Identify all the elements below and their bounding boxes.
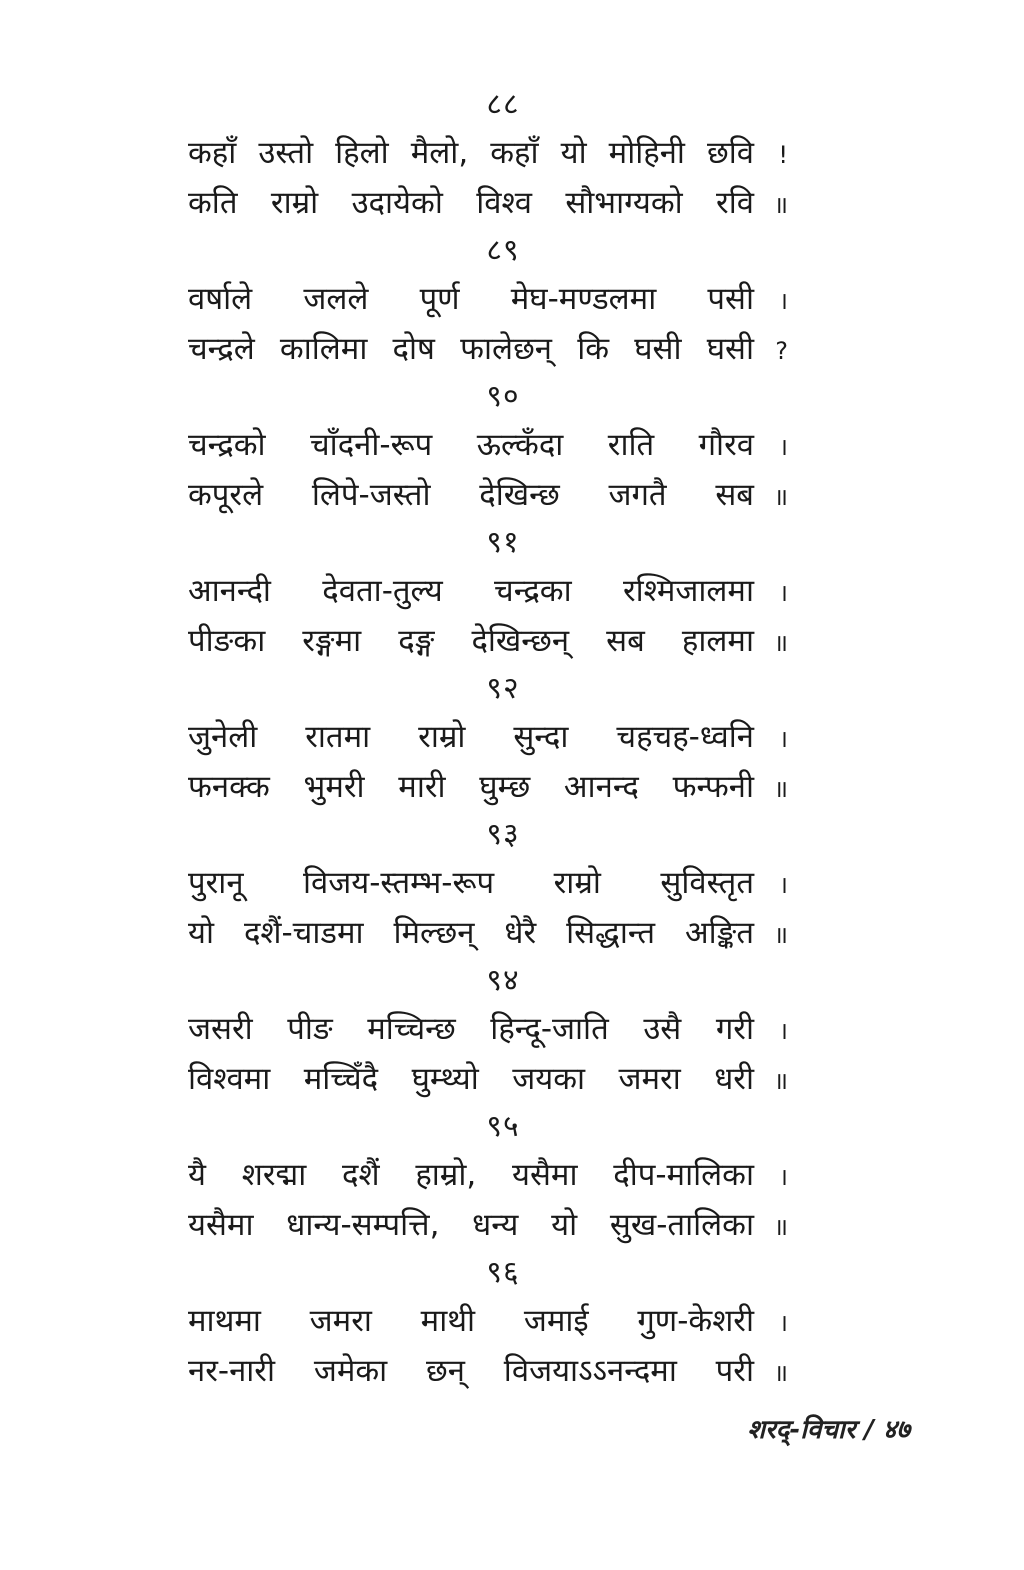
verse-line [188,566,788,616]
verse-line-text: चन्द्रले कालिमा दोष फालेछन् कि घसी घसी [188,331,754,367]
verse-number: ९४ [486,963,520,998]
page-footer [640,1410,910,1446]
verse-line-end-mark: । [778,433,788,461]
verse-line-end-mark: ॥ [773,775,788,803]
verse-line [188,616,788,666]
verse-line-end-mark: । [778,1309,788,1337]
verse-number: ८८ [486,87,520,122]
page-number: ४७ [882,1415,910,1445]
verse-line-text: आनन्दी देवता-तुल्य चन्द्रका रश्मिजालमा [188,573,754,609]
verse-line-end-mark: । [778,579,788,607]
verse [188,228,788,374]
verse-line-text: फनक्क भुमरी मारी घुम्छ आनन्द फन्फनी [188,769,754,805]
verse-number: ९५ [486,1109,520,1144]
verse [188,82,788,228]
verse-line [188,1054,788,1104]
verse-list [188,82,788,1396]
verse-line [188,858,788,908]
verse-line [188,908,788,958]
verse-line-text: जुनेली रातमा राम्रो सुन्दा चहचह-ध्वनि [188,719,754,755]
verse-line [188,1346,788,1396]
verse-line-end-mark: ! [778,141,788,169]
verse [188,1104,788,1250]
verse-line-end-mark: ॥ [773,629,788,657]
verse-line [188,274,788,324]
verse-line-text: पीङका रङ्गमा दङ्ग देखिन्छन् सब हालमा [188,623,754,659]
verse-number: ९३ [486,817,520,852]
verse-number: ९२ [486,671,520,706]
verse [188,520,788,666]
verse-line-text: वर्षाले जलले पूर्ण मेघ-मण्डलमा पसी [188,281,754,317]
verse [188,374,788,520]
verse [188,812,788,958]
footer-separator: / [864,1415,874,1445]
verse-line [188,1296,788,1346]
verse-line [188,420,788,470]
verse-line [188,470,788,520]
running-title: शरद्-विचार [747,1415,856,1445]
verse-line-end-mark: ॥ [773,483,788,511]
verse-line-end-mark: । [778,287,788,315]
verse-line-text: पुरानू विजय-स्तम्भ-रूप राम्रो सुविस्तृत [188,865,754,901]
verse-line-text: यै शरद्मा दशैं हाम्रो, यसैमा दीप-मालिका [188,1157,754,1193]
verse-line-text: नर-नारी जमेका छन् विजयाऽऽनन्दमा परी [188,1353,754,1389]
verse-line-text: कपूरले लिपे-जस्तो देखिन्छ जगतै सब [188,477,754,513]
verse-line-end-mark: । [778,871,788,899]
verse-line-text: विश्वमा मच्चिँदै घुम्थ्यो जयका जमरा धरी [188,1061,754,1097]
verse [188,666,788,812]
verse [188,958,788,1104]
verse-line [188,1200,788,1250]
verse-line-end-mark: ॥ [773,921,788,949]
verse-line-text: यो दशैं-चाडमा मिल्छन् धेरै सिद्धान्त अङ्कित [188,915,754,951]
verse-number: ९१ [486,525,520,560]
verse-line [188,324,788,374]
verse-line [188,178,788,228]
verse-line-end-mark: ॥ [773,1359,788,1387]
verse-line-end-mark: । [778,725,788,753]
verse-line-end-mark: ? [775,337,788,365]
verse-line-text: कति राम्रो उदायेको विश्व सौभाग्यको रवि [188,185,754,221]
verse-line-text: जसरी पीङ मच्चिन्छ हिन्दू-जाति उसै गरी [188,1011,754,1047]
verse-line-end-mark: ॥ [773,1213,788,1241]
verse-line-end-mark: । [778,1163,788,1191]
verse-line [188,712,788,762]
verse [188,1250,788,1396]
verse-line [188,762,788,812]
verse-number: ९० [486,379,520,414]
verse-number: ८९ [486,233,520,268]
verse-number: ९६ [486,1255,520,1290]
verse-line-text: माथमा जमरा माथी जमाई गुण-केशरी [188,1303,754,1339]
verse-line [188,128,788,178]
verse-line-text: कहाँ उस्तो हिलो मैलो, कहाँ यो मोहिनी छवि [188,135,754,171]
verse-line [188,1150,788,1200]
verse-line-end-mark: ॥ [773,1067,788,1095]
verse-line-text: चन्द्रको चाँदनी-रूप ऊल्कँदा राति गौरव [188,427,754,463]
verse-line-text: यसैमा धान्य-सम्पत्ति, धन्य यो सुख-तालिका [188,1207,754,1243]
verse-line-end-mark: ॥ [773,191,788,219]
verse-line-end-mark: । [778,1017,788,1045]
verse-line [188,1004,788,1054]
